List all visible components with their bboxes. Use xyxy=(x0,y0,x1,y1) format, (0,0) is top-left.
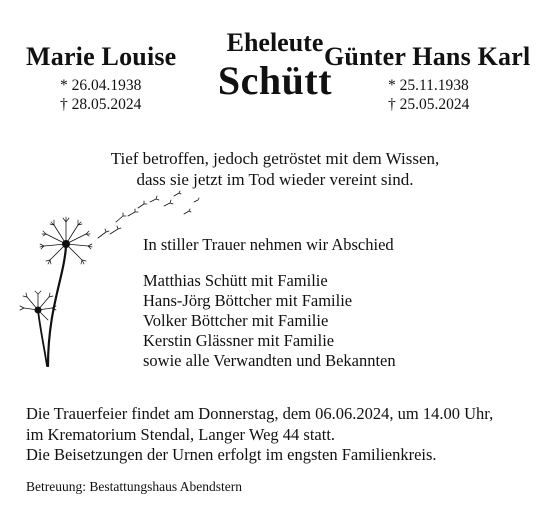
right-born-date: * 25.11.1938 xyxy=(388,77,469,94)
undertaker-credit: Betreuung: Bestattungshaus Abendstern xyxy=(26,479,242,494)
left-name: Marie Louise xyxy=(26,42,177,71)
family-surname: Schütt xyxy=(217,58,333,103)
mourner-item: Hans-Jörg Böttcher mit Familie xyxy=(143,291,353,310)
motto-line-2: dass sie jetzt im Tod wieder vereint sind. xyxy=(136,170,414,189)
mourner-list xyxy=(143,271,396,371)
funeral-info-line-2: im Krematorium Stendal, Langer Weg 44 statt. xyxy=(26,424,336,444)
motto-line-1: Tief betroffen, jedoch getröstet mit dem Wissen, xyxy=(110,149,440,168)
eheleute-heading: Eheleute xyxy=(226,28,324,57)
mourner-item: Volker Böttcher mit Familie xyxy=(143,311,329,330)
mourner-item: Matthias Schütt mit Familie xyxy=(143,271,328,290)
farewell-intro: In stiller Trauer nehmen wir Abschied xyxy=(143,235,394,254)
left-death-date: † 28.05.2024 xyxy=(60,96,142,113)
funeral-info-line-3: Die Beisetzungen der Urnen erfolgt im engsten Familienkreis. xyxy=(26,445,437,464)
mourner-item: sowie alle Verwandten und Bekannten xyxy=(143,351,396,370)
funeral-info xyxy=(26,404,493,466)
mourner-item: Kerstin Glässner mit Familie xyxy=(143,331,335,350)
funeral-info-line-1: Die Trauerfeier findet am Donnerstag, dem 06.06.2024, um 14.00 Uhr, xyxy=(26,404,494,423)
right-death-date: † 25.05.2024 xyxy=(388,96,470,113)
motto xyxy=(0,148,550,190)
left-born-date: * 26.04.1938 xyxy=(60,77,142,94)
right-name: Günter Hans Karl xyxy=(324,42,531,71)
